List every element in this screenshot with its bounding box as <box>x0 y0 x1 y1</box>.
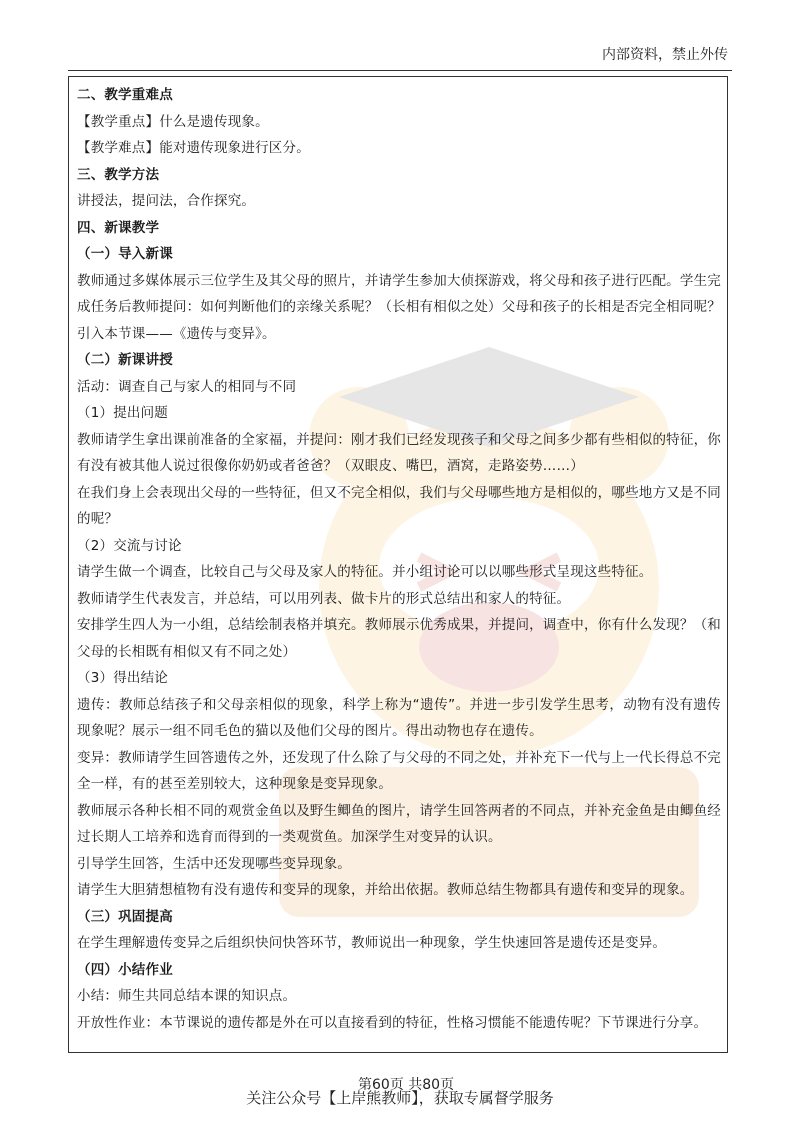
summary-line: 小结：师生共同总结本课的知识点。 <box>77 988 297 1004</box>
sub-heading-intro: （一）导入新课 <box>77 246 173 262</box>
footer-promo-note: 关注公众号【上岸熊教师】，获取专属督学服务 <box>246 1089 554 1107</box>
variation-paragraph: 变异：教师请学生回答遗传之外，还发现了什么除了与父母的不同之处，并补充下一代与上一代长得总不完全一样，有的甚至差别较大，这种现象是变异现象。 <box>77 749 721 792</box>
section-heading-teaching: 四、新课教学 <box>77 219 160 236</box>
methods-text: 讲授法，提问法，合作探究。 <box>77 193 256 209</box>
section-heading-focus: 二、教学重难点 <box>77 87 173 103</box>
activity-line: 活动：调查自己与家人的相同与不同 <box>77 378 297 395</box>
focus-difficult-point: 【教学难点】能对遗传现象进行区分。 <box>77 140 310 156</box>
lesson-plan-body <box>77 82 721 1036</box>
heredity-paragraph: 遗传：教师总结孩子和父母亲相似的现象，科学上称为“遗传”。并进一步引发学生思考，动物有没有遗传现象呢？展示一组不同毛色的猫以及他们父母的图片。得出动物也存在遗传。 <box>77 696 721 739</box>
sub-heading-summary: （四）小结作业 <box>77 961 173 978</box>
step-2-heading: （2）交流与讨论 <box>77 537 182 554</box>
lesson-plan-frame <box>68 76 728 1053</box>
step-2-paragraph-c: 安排学生四人为一小组，总结绘制表格并填充。教师展示优秀成果，并提问，调查中，你有什么发现？（和父母的长相既有相似又有不同之处） <box>77 617 721 660</box>
guide-line: 引导学生回答，生活中还发现哪些变异现象。 <box>77 855 351 872</box>
step-2-paragraph-b: 教师请学生代表发言，并总结，可以用列表、做卡片的形式总结出和家人的特征。 <box>77 590 571 607</box>
page-number: 第60页 共80页 <box>358 1077 455 1093</box>
header-divider <box>68 70 732 71</box>
header-confidential-note: 内部资料，禁止外传 <box>602 47 728 63</box>
step-1-paragraph-b: 在我们身上会表现出父母的一些特征，但又不完全相似，我们与父母哪些地方是相似的，哪些地方又是不同的呢？ <box>77 484 721 527</box>
step-1-paragraph-a: 教师请学生拿出课前准备的全家福，并提问：刚才我们已经发现孩子和父母之间多少都有些相似的特征，你有没有被其他人说过很像你奶奶或者爸爸？（双眼皮、嘴巴，酒窝，走路姿势……） <box>77 431 721 474</box>
focus-key-point: 【教学重点】什么是遗传现象。 <box>77 113 269 130</box>
step-1-heading: （1）提出问题 <box>77 405 168 421</box>
consolidate-paragraph: 在学生理解遗传变异之后组织快问快答环节，教师说出一种现象，学生快速回答是遗传还是变异。 <box>77 935 667 951</box>
sub-heading-new-lesson: （二）新课讲授 <box>77 352 173 368</box>
step-3-heading: （3）得出结论 <box>77 670 168 686</box>
homework-paragraph: 开放性作业：本节课说的遗传都是外在可以直接看到的特征，性格习惯能不能遗传呢？下节课进行分享。 <box>77 1014 708 1031</box>
step-2-paragraph-a: 请学生做一个调查，比较自己与父母及家人的特征。并小组讨论可以以哪些形式呈现这些特征。 <box>77 564 653 580</box>
goldfish-paragraph: 教师展示各种长相不同的观赏金鱼以及野生鲫鱼的图片，请学生回答两者的不同点，并补充金鱼是由鲫鱼经过长期人工培养和选育而得到的一类观赏鱼。加深学生对变异的认识。 <box>77 802 721 845</box>
sub-heading-consolidate: （三）巩固提高 <box>77 908 173 925</box>
plants-paragraph: 请学生大胆猜想植物有没有遗传和变异的现象，并给出依据。教师总结生物都具有遗传和变异的现象。 <box>77 882 694 898</box>
intro-paragraph: 教师通过多媒体展示三位学生及其父母的照片，并请学生参加大侦探游戏，将父母和孩子进行匹配。学生完成任务后教师提问：如何判断他们的亲缘关系呢？（长相有相似之处）父母和孩子的长相是否完全相同呢？引入本节课——《遗传与变异》。 <box>77 272 721 342</box>
section-heading-methods: 三、教学方法 <box>77 166 160 183</box>
